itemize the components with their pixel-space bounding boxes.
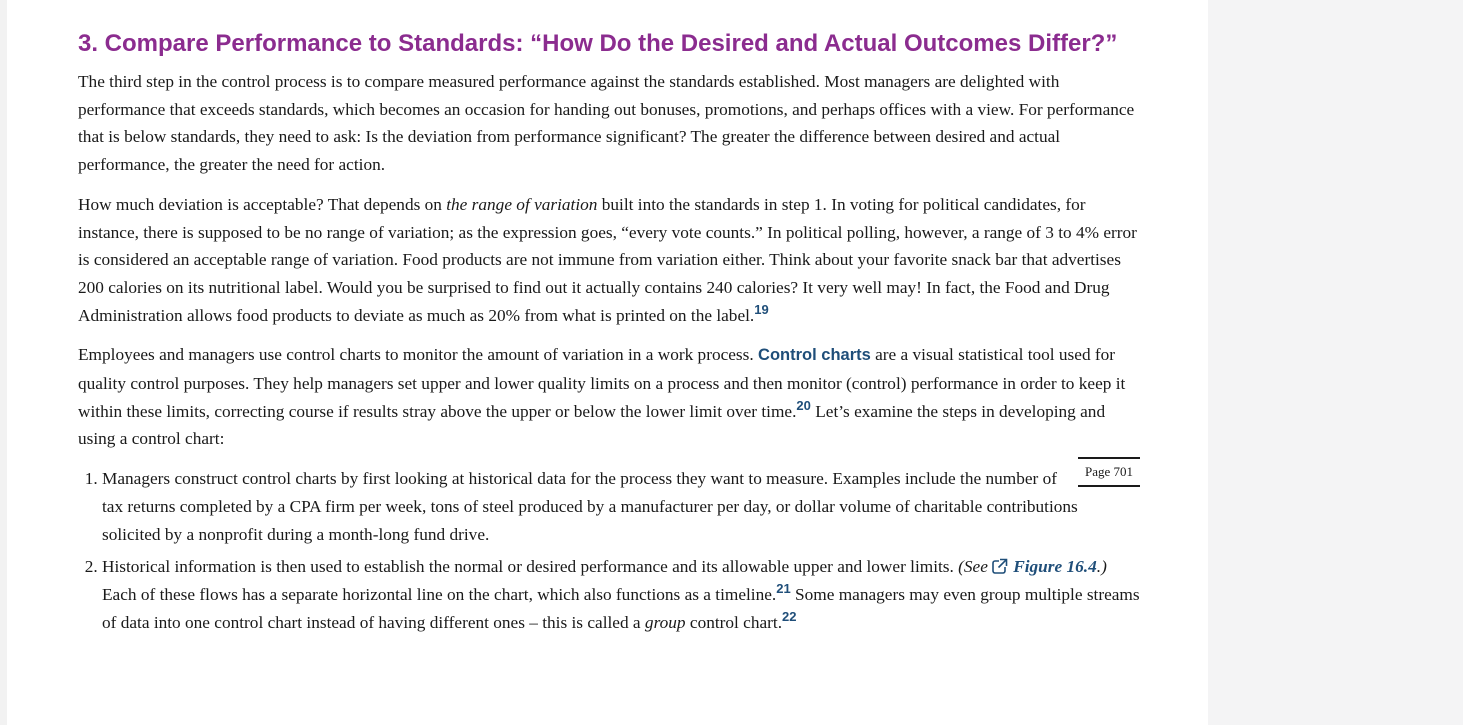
step-2-text-middle: Each of these flows has a separate horizontal line on the chart, which also functions as a timeline.	[102, 584, 777, 604]
keyterm-control-charts[interactable]: Control charts	[758, 346, 871, 365]
step-2-text-middle2: Some managers may even group multiple streams of data into one control chart instead of having different ones – this is called a	[102, 584, 1140, 632]
figure-link-label[interactable]: Figure 16.4	[1013, 557, 1097, 577]
term-range-of-variation: the range of variation	[446, 194, 598, 214]
paragraph-1: The third step in the control process is to compare measured performance against the standards established. Most managers are delighted with performance that exceeds standards, which becomes an occasion for handing out bonuses, promotions, and perhaps offices with a view. For performance that is below standards, they need to ask: Is the deviation from performance significant? The greater the difference between desired and actual performance, the greater the need for action.	[78, 72, 1135, 175]
list-item	[102, 553, 1140, 636]
figure-16-4-link[interactable]	[992, 557, 1097, 576]
page-marker: 1. Page 701	[1078, 457, 1140, 487]
paragraph-3-text: Employees and managers use control charts to monitor the amount of variation in a work process.	[78, 345, 759, 365]
reader-content	[78, 30, 1140, 641]
paragraph-2	[78, 191, 1140, 330]
see-open: (See	[958, 557, 993, 577]
footnote-20[interactable]: 20	[796, 397, 811, 413]
footnote-19[interactable]: 19	[754, 301, 769, 317]
see-close: .)	[1096, 557, 1107, 577]
paragraph-3	[78, 341, 1140, 453]
paragraph-2-text-rest: built into the standards in step 1. In voting for political candidates, for instance, there is supposed to be no range of variation; as the expression goes, “every vote counts.” In political polling, however, a range of 3 to 4% error is considered an acceptable range of variation. Food products are not immune from variation either. Think about your favorite snack bar that advertises 200 calories on its nutritional label. Would you be surprised to find out it actually contains 240 calories? It very well may! In fact, the Food and Drug Administration allows food products to deviate as much as 20% from what is printed on the label.	[78, 194, 1137, 325]
step-2-text-end: control chart.	[685, 612, 783, 632]
right-side-panel	[1208, 0, 1463, 725]
paragraph-3-text-rest: are a visual statistical tool used for quality control purposes. They help managers set upper and lower quality limits on a process and then monitor (control) performance in order to keep it within these limits, correcting course if results stray above the upper or below the lower limit over time.	[78, 345, 1126, 421]
external-link-icon	[992, 558, 1008, 574]
step-1-text: Managers construct control charts by first looking at historical data for the process they want to measure. Examples include the number of tax returns completed by a CPA firm per week, tons of steel produced by a manufacturer per day, or dollar volume of charitable contributions solicited by a nonprofit during a month-long fund drive.	[102, 469, 1078, 544]
footnote-21[interactable]: 21	[776, 581, 791, 597]
step-2-text: Historical information is then used to establish the normal or desired performance and its allowable upper and lower limits.	[102, 557, 959, 577]
paragraph-2-text: How much deviation is acceptable? That depends on	[78, 194, 447, 214]
left-page-edge	[0, 0, 7, 725]
steps-list	[78, 465, 1140, 636]
list-item	[102, 465, 1140, 548]
term-group: group	[644, 612, 686, 632]
section-heading: 3. Compare Performance to Standards: “How Do the Desired and Actual Outcomes Differ?”	[78, 30, 1118, 57]
paragraph-3-tail: Let’s examine the steps in developing and using a control chart:	[78, 401, 1106, 449]
footnote-22[interactable]: 22	[782, 608, 797, 624]
